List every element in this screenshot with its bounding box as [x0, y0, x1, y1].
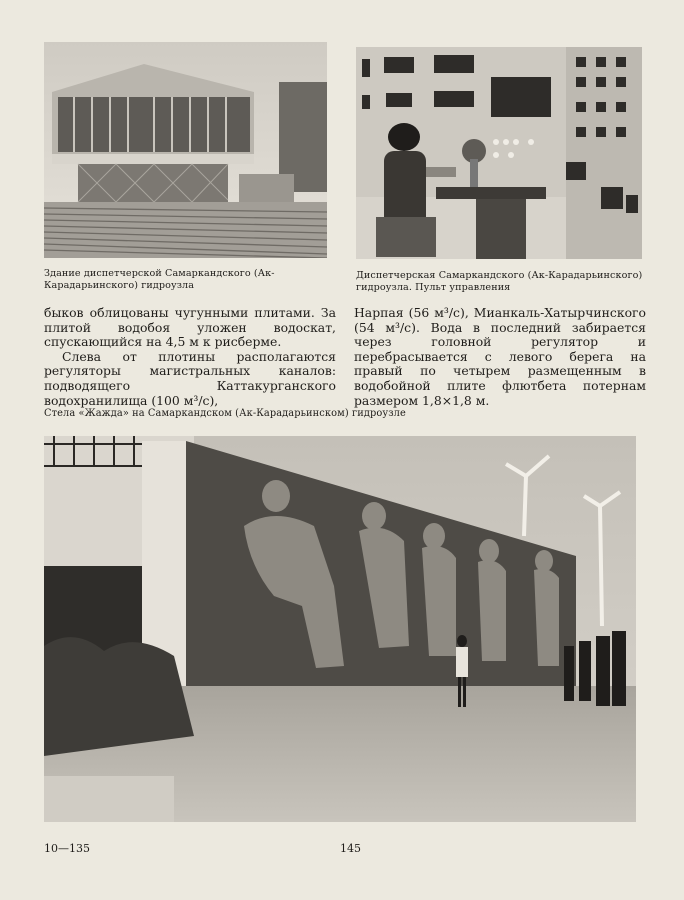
paragraph: быков облицованы чугунными плитами. За плитой водобоя уложен водоскат, спускающийся на 4,5 м к рисберме. [44, 305, 336, 350]
caption-control-panel: Диспетчерская Самаркандского (Ак-Карадарьинского) гидроузла. Пульт управления [356, 270, 643, 293]
text-column-right [354, 306, 646, 408]
paragraph: Нарпая (56 м³/с), Мианкаль-Хатырчинского (54 м³/с). Вода в последний забирается через головной регулятор и перебрасывается с левого берега на правый по четырем размещенным в водобойной плите флютбета потернам размером 1,8×1,8 м. [354, 305, 646, 408]
photo-control-panel [356, 47, 642, 259]
text-column-left [44, 306, 336, 408]
caption-stele: Стела «Жажда» на Самаркандском (Ак-Карадарьинском) гидроузле [44, 408, 406, 419]
page-number: 145 [340, 842, 361, 855]
caption-dispatch-building: Здание диспетчерской Самаркандского (Ак-Карадарьинского) гидроузла [44, 268, 275, 291]
photo-stele [44, 436, 636, 822]
paragraph: Слева от плотины располагаются регуляторы магистральных каналов: подводящего Каттакурганского водохранилища (100 м³/с), [44, 348, 336, 408]
photo-dispatch-building [44, 42, 327, 258]
signature-mark: 10—135 [44, 842, 90, 855]
